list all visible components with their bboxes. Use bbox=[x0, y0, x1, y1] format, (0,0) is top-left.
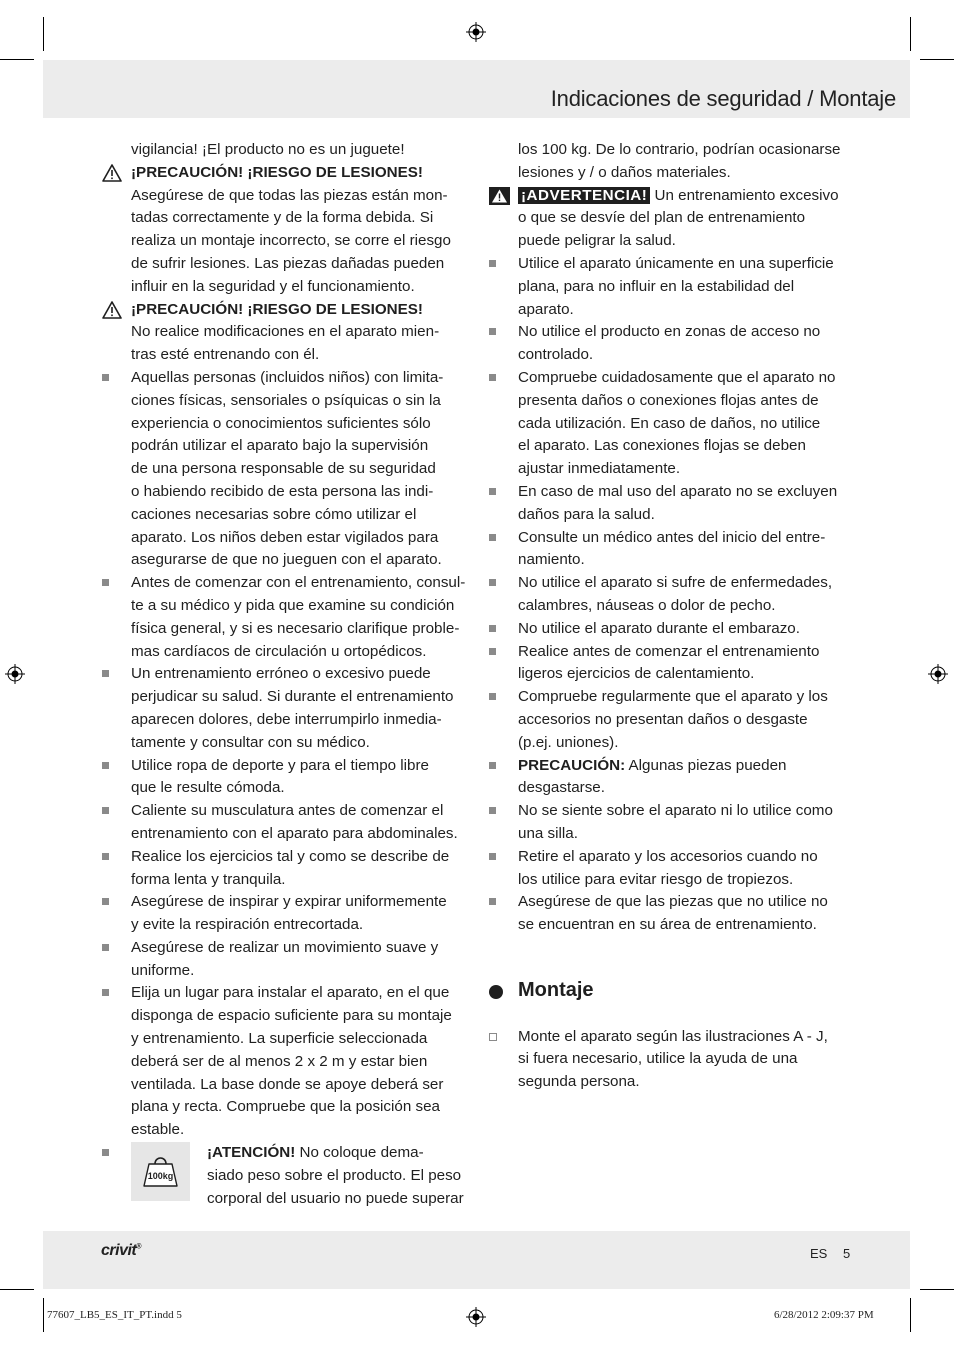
list-item bbox=[489, 253, 855, 321]
warning-triangle-icon bbox=[102, 164, 122, 182]
text-line: ciones físicas, sensoriales o psíquicas o sin la bbox=[131, 391, 441, 409]
list-item bbox=[102, 755, 467, 801]
text-line: o habiendo recibido de esta persona las indi- bbox=[131, 482, 434, 500]
text-line: Aquellas personas (incluidos niños) con limita- bbox=[131, 368, 444, 386]
open-square-bullet-icon bbox=[489, 1033, 497, 1041]
text-line: te a su médico y pida que examine su condición bbox=[131, 596, 455, 614]
warning-block-2 bbox=[102, 299, 467, 367]
square-bullet-icon bbox=[102, 807, 109, 814]
text-line: daños para la salud. bbox=[518, 505, 655, 523]
text-line: En caso de mal uso del aparato no se excluyen bbox=[518, 482, 838, 500]
square-bullet-icon bbox=[102, 944, 109, 951]
text-line bbox=[518, 185, 855, 208]
list-item bbox=[489, 800, 855, 846]
page-number: 5 bbox=[843, 1246, 851, 1261]
text-line: plana y recta. Compruebe que la posición sea bbox=[131, 1098, 441, 1116]
list-item bbox=[489, 686, 855, 754]
text-line: y entrenamiento. La superficie seleccionada bbox=[131, 1030, 428, 1048]
text-line: Un entrenamiento erróneo o excesivo puede bbox=[131, 665, 431, 683]
list-item bbox=[489, 641, 855, 687]
slug-timestamp: 6/28/2012 2:09:37 PM bbox=[774, 1309, 874, 1321]
text-line: mas cardíacos de circulación u ortopédicos. bbox=[131, 642, 427, 660]
warning-block-1 bbox=[102, 162, 467, 299]
text-line: accesorios no presentan daños o desgaste bbox=[518, 710, 808, 728]
text-line: Realice los ejercicios tal y como se describe de bbox=[131, 847, 450, 865]
text-line: tadas correctamente y de la forma debida. Si bbox=[131, 209, 434, 227]
brand-mark: ® bbox=[136, 1243, 141, 1251]
square-bullet-icon bbox=[489, 534, 496, 541]
text-line: realiza un montaje incorrecto, se corre el riesgo bbox=[131, 232, 451, 250]
attention-text bbox=[207, 1142, 467, 1210]
square-bullet-icon bbox=[489, 328, 496, 335]
text-line: ventilada. La base donde se apoye deberá ser bbox=[131, 1075, 444, 1093]
registration-mark-icon bbox=[466, 1307, 486, 1327]
list-item bbox=[102, 663, 467, 754]
registration-mark-icon bbox=[928, 664, 948, 684]
square-bullet-icon bbox=[102, 853, 109, 860]
text-line: presenta daños o conexiones flojas antes de bbox=[518, 391, 819, 409]
text-line bbox=[518, 755, 855, 778]
text-line: si fuera necesario, utilice la ayuda de una bbox=[518, 1050, 798, 1068]
list-item bbox=[489, 367, 855, 481]
list-item bbox=[489, 527, 855, 573]
text-line: y evite la respiración entrecortada. bbox=[131, 916, 364, 934]
square-bullet-icon bbox=[102, 579, 109, 586]
attention-title: ¡ATENCIÓN! bbox=[207, 1144, 296, 1162]
text-line: Caliente su musculatura antes de comenzar el bbox=[131, 802, 444, 820]
intro-text: vigilancia! ¡El producto no es un juguete! bbox=[131, 141, 405, 158]
text-line: se encuentran en su área de entrenamiento. bbox=[518, 916, 817, 934]
registration-mark-icon bbox=[5, 664, 25, 684]
list-item bbox=[489, 755, 855, 801]
text-line: No realice modificaciones en el aparato mien- bbox=[131, 323, 440, 341]
advertencia-first-line: Un entrenamiento excesivo bbox=[650, 186, 839, 204]
text-line: física general, y si es necesario clarifique proble- bbox=[131, 619, 460, 637]
warning-title: ¡PRECAUCIÓN! ¡RIESGO DE LESIONES! bbox=[131, 163, 423, 181]
text-line: lesiones y / o daños materiales. bbox=[518, 163, 731, 181]
list-item bbox=[102, 800, 467, 846]
crop-mark bbox=[910, 17, 911, 51]
crop-mark bbox=[920, 59, 954, 60]
square-bullet-icon bbox=[489, 488, 496, 495]
list-item bbox=[489, 321, 855, 367]
text-line: ligeros ejercicios de calentamiento. bbox=[518, 665, 755, 683]
warning-title: ¡PRECAUCIÓN! ¡RIESGO DE LESIONES! bbox=[131, 300, 423, 318]
list-item bbox=[102, 367, 467, 572]
brand-name: crivit bbox=[101, 1242, 137, 1259]
precaucion-first-line: Algunas piezas pueden bbox=[625, 756, 787, 774]
list-item bbox=[102, 846, 467, 892]
crop-mark bbox=[0, 59, 34, 60]
text-line: aparato. Los niños deben estar vigilados para bbox=[131, 528, 439, 546]
text-line: forma lenta y tranquila. bbox=[131, 870, 286, 888]
list-item bbox=[102, 937, 467, 983]
text-line: No utilice el producto en zonas de acceso no bbox=[518, 323, 821, 341]
text-line: No se siente sobre el aparato ni lo utilice como bbox=[518, 802, 833, 820]
text-line: puede peligrar la salud. bbox=[518, 232, 676, 250]
list-item bbox=[489, 846, 855, 892]
attention-item bbox=[102, 1142, 467, 1210]
text-line: Consulte un médico antes del inicio del entre- bbox=[518, 528, 826, 546]
list-item bbox=[489, 891, 855, 937]
list-item bbox=[102, 572, 467, 663]
list-item bbox=[102, 982, 467, 1142]
text-line: namiento. bbox=[518, 551, 585, 569]
footer-band bbox=[43, 1231, 910, 1289]
section-title: Montaje bbox=[518, 978, 594, 1001]
advertencia-badge: ¡ADVERTENCIA! bbox=[518, 187, 650, 204]
text-line: o que se desvíe del plan de entrenamiento bbox=[518, 209, 806, 227]
attention-first-line: No coloque dema- bbox=[295, 1144, 424, 1162]
text-line: Compruebe regularmente que el aparato y los bbox=[518, 688, 828, 706]
square-bullet-icon bbox=[102, 670, 109, 677]
text-line: Utilice el aparato únicamente en una superficie bbox=[518, 254, 834, 272]
text-line: tras esté entrenando con él. bbox=[131, 346, 320, 364]
text-line: aparecen dolores, debe interrumpirlo inmedia- bbox=[131, 710, 442, 728]
left-column bbox=[102, 139, 467, 1210]
text-line: disponga de espacio suficiente para su montaje bbox=[131, 1007, 452, 1025]
text-line: segunda persona. bbox=[518, 1073, 640, 1091]
text-line: influir en la seguridad y el funcionamiento. bbox=[131, 277, 415, 295]
list-item bbox=[102, 891, 467, 937]
text-line: de sufrir lesiones. Las piezas dañadas pueden bbox=[131, 254, 445, 272]
text-line: calambres, náuseas o dolor de pecho. bbox=[518, 596, 776, 614]
text-line: los 100 kg. De lo contrario, podrían ocasionarse bbox=[518, 141, 841, 158]
text-line: Asegúrese de inspirar y expirar uniformemente bbox=[131, 893, 447, 911]
text-line: los utilice para evitar riesgo de tropiezos. bbox=[518, 870, 794, 888]
text-line: el aparato. Las conexiones flojas se deben bbox=[518, 437, 806, 455]
crop-mark bbox=[0, 1289, 34, 1290]
text-line: uniforme. bbox=[131, 961, 195, 979]
crop-mark bbox=[920, 1289, 954, 1290]
crop-mark bbox=[43, 17, 44, 51]
square-bullet-icon bbox=[489, 648, 496, 655]
text-line: entrenamiento con el aparato para abdominales. bbox=[131, 824, 458, 842]
registration-mark-icon bbox=[466, 22, 486, 42]
text-line: aparato. bbox=[518, 300, 574, 318]
square-bullet-icon bbox=[102, 989, 109, 996]
warning-triangle-icon bbox=[102, 301, 122, 319]
square-bullet-icon bbox=[489, 693, 496, 700]
right-column bbox=[489, 139, 855, 1094]
text-line: Utilice ropa de deporte y para el tiempo libre bbox=[131, 756, 430, 774]
text-line: No utilice el aparato durante el embarazo. bbox=[518, 619, 800, 637]
text-line: plana, para no influir en la estabilidad del bbox=[518, 277, 795, 295]
brand-logo bbox=[101, 1242, 141, 1260]
square-bullet-icon bbox=[489, 898, 496, 905]
text-line: una silla. bbox=[518, 824, 578, 842]
text-line: experiencia o conocimientos suficientes sólo bbox=[131, 414, 431, 432]
list-item bbox=[489, 1026, 855, 1094]
text-line: cada utilización. En caso de daños, no utilice bbox=[518, 414, 821, 432]
list-item bbox=[489, 481, 855, 527]
square-bullet-icon bbox=[489, 853, 496, 860]
text-line: corporal del usuario no puede superar bbox=[207, 1189, 464, 1207]
crop-mark bbox=[43, 1298, 44, 1332]
square-bullet-icon bbox=[102, 1149, 109, 1156]
text-line: Monte el aparato según las ilustraciones A - J, bbox=[518, 1027, 828, 1045]
square-bullet-icon bbox=[102, 374, 109, 381]
text-line: ajustar inmediatamente. bbox=[518, 460, 681, 478]
text-line: Antes de comenzar con el entrenamiento, consul- bbox=[131, 574, 466, 592]
square-bullet-icon bbox=[489, 374, 496, 381]
list-item bbox=[489, 618, 855, 641]
text-line: Compruebe cuidadosamente que el aparato no bbox=[518, 368, 836, 386]
square-bullet-icon bbox=[489, 579, 496, 586]
text-line: deberá ser de al menos 2 x 2 m y estar bien bbox=[131, 1052, 428, 1070]
slug-file-info: 77607_LB5_ES_IT_PT.indd 5 bbox=[47, 1309, 182, 1321]
text-line bbox=[207, 1142, 467, 1165]
text-line: No utilice el aparato si sufre de enfermedades, bbox=[518, 574, 833, 592]
text-line: tamente y consultar con su médico. bbox=[131, 733, 370, 751]
section-heading-montaje bbox=[489, 979, 855, 1002]
warning-block-3 bbox=[489, 185, 855, 253]
list-item bbox=[489, 572, 855, 618]
square-bullet-icon bbox=[489, 260, 496, 267]
square-bullet-icon bbox=[102, 898, 109, 905]
text-line: asegurarse de que no jueguen con el aparato. bbox=[131, 551, 442, 569]
svg-text:100kg: 100kg bbox=[147, 1171, 174, 1182]
text-line: Elija un lugar para instalar el aparato, en el que bbox=[131, 984, 450, 1002]
square-bullet-icon bbox=[489, 625, 496, 632]
section-dot-icon bbox=[489, 985, 503, 999]
warning-triangle-icon bbox=[489, 187, 510, 205]
text-line: controlado. bbox=[518, 346, 594, 364]
weight-100kg-icon bbox=[131, 1142, 190, 1201]
text-line: Realice antes de comenzar el entrenamiento bbox=[518, 642, 820, 660]
text-line: estable. bbox=[131, 1121, 185, 1139]
square-bullet-icon bbox=[102, 762, 109, 769]
crop-mark bbox=[910, 1298, 911, 1332]
square-bullet-icon bbox=[489, 807, 496, 814]
text-line: (p.ej. uniones). bbox=[518, 733, 619, 751]
square-bullet-icon bbox=[489, 762, 496, 769]
language-code: ES bbox=[810, 1246, 828, 1261]
text-line: Asegúrese de que las piezas que no utilice no bbox=[518, 893, 828, 911]
text-line: desgastarse. bbox=[518, 779, 605, 797]
text-line: que le resulte cómoda. bbox=[131, 779, 285, 797]
text-line: perjudicar su salud. Si durante el entrenamiento bbox=[131, 688, 454, 706]
text-line: Asegúrese de que todas las piezas están mon- bbox=[131, 186, 448, 204]
precaucion-title: PRECAUCIÓN: bbox=[518, 756, 626, 774]
page-title: Indicaciones de seguridad / Montaje bbox=[550, 86, 896, 111]
text-line: caciones necesarias sobre cómo utilizar el bbox=[131, 505, 417, 523]
text-line: de una persona responsable de su seguridad bbox=[131, 460, 436, 478]
text-line: Retire el aparato y los accesorios cuando no bbox=[518, 847, 818, 865]
text-line: Asegúrese de realizar un movimiento suave y bbox=[131, 938, 439, 956]
text-line: podrán utilizar el aparato bajo la supervisión bbox=[131, 437, 429, 455]
text-line: siado peso sobre el producto. El peso bbox=[207, 1166, 462, 1184]
